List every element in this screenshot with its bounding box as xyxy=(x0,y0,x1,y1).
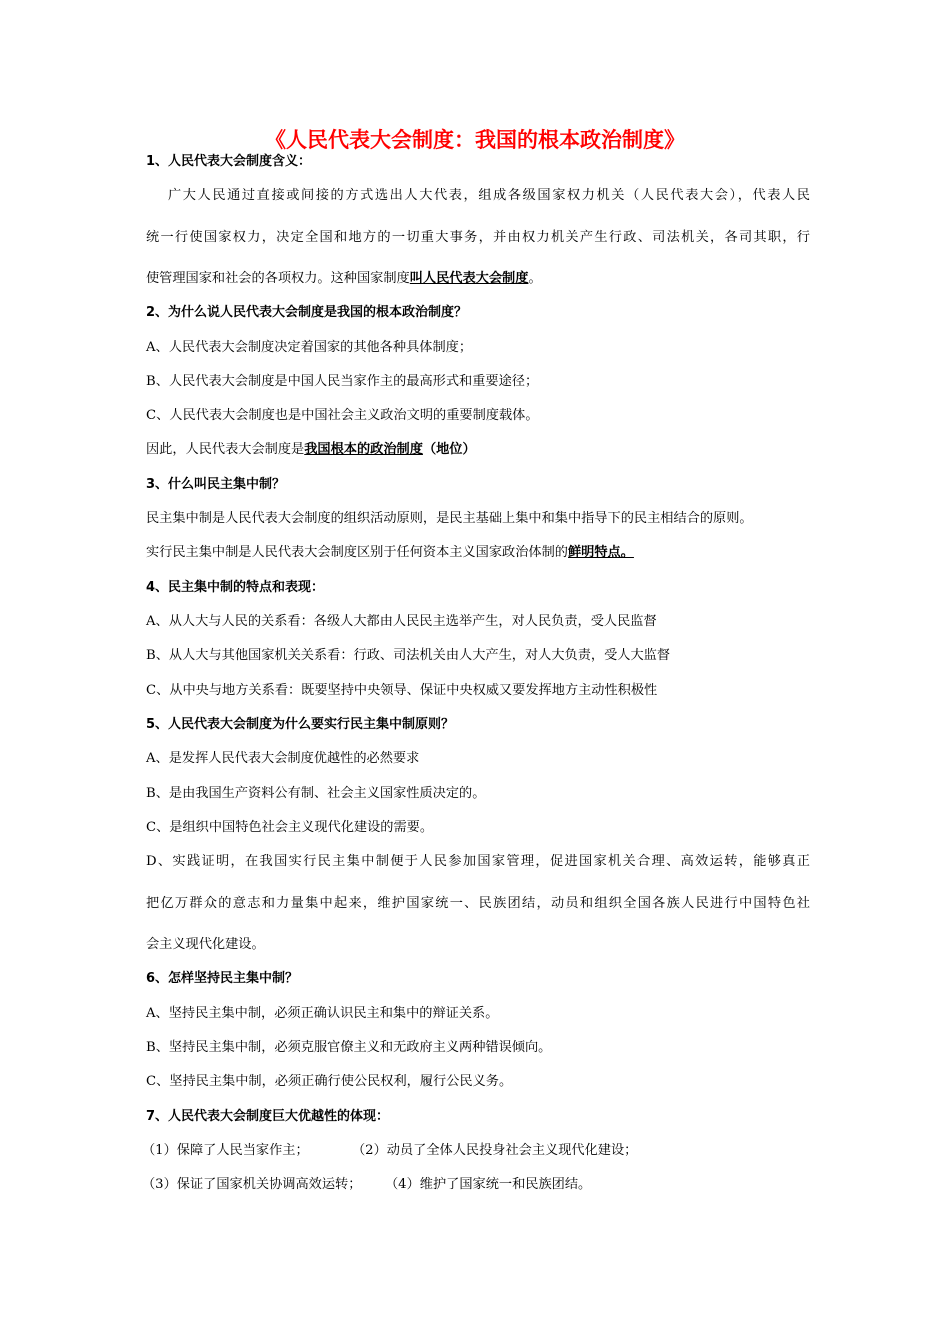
section-5-item-a: A、是发挥人民代表大会制度优越性的必然要求 xyxy=(146,751,420,766)
section-5-item-d-line-2: 把亿万群众的意志和力量集中起来，维护国家统一、民族团结，动员和组织全国各族人民进行中国特色社 xyxy=(146,896,810,911)
section-7-item-1: （1）保障了人民当家作主； xyxy=(142,1143,309,1158)
section-1-term: 叫人民代表大会制度 xyxy=(409,271,529,286)
section-6-item-c: C、坚持民主集中制，必须正确行使公民权利，履行公民义务。 xyxy=(146,1074,513,1089)
section-6-item-b: B、坚持民主集中制，必须克服官僚主义和无政府主义两种错误倾向。 xyxy=(146,1040,552,1055)
section-5-heading: 5、人民代表大会制度为什么要实行民主集中制原则？ xyxy=(146,717,455,732)
section-7-item-2: （2）动员了全体人民投身社会主义现代化建设； xyxy=(352,1143,638,1158)
section-5-item-c: C、是组织中国特色社会主义现代化建设的需要。 xyxy=(146,820,434,835)
section-1-line-3 xyxy=(146,270,810,288)
section-1-line-3-text: 使管理国家和社会的各项权力。这种国家制度 xyxy=(146,271,410,286)
section-4-item-b: B、从人大与其他国家机关关系看：行政、司法机关由人大产生，对人大负责，受人大监督 xyxy=(146,648,670,663)
section-2-heading: 2、为什么说人民代表大会制度是我国的根本政治制度？ xyxy=(146,305,468,320)
section-6-heading: 6、怎样坚持民主集中制？ xyxy=(146,971,299,986)
section-5-item-d-line-3: 会主义现代化建设。 xyxy=(146,937,265,952)
section-7-item-3: （3）保证了国家机关协调高效运转； xyxy=(142,1177,362,1192)
section-2-term: 我国根本的政治制度 xyxy=(304,442,423,457)
section-3-line-1: 民主集中制是人民代表大会制度的组织活动原则，是民主基础上集中和集中指导下的民主相结合的原则。 xyxy=(146,511,753,526)
document-title: 《人民代表大会制度：我国的根本政治制度》 xyxy=(265,128,685,152)
section-1-line-3-end: 。 xyxy=(528,271,542,286)
section-4-item-a: A、从人大与人民的关系看：各级人大都由人民民主选举产生，对人民负责，受人民监督 xyxy=(146,614,657,629)
section-5-item-d-line-1: D、实践证明，在我国实行民主集中制便于人民参加国家管理，促进国家机关合理、高效运转，能够真正 xyxy=(146,854,810,869)
section-1-heading: 1、人民代表大会制度含义： xyxy=(146,154,312,169)
section-1-line-2: 统一行使国家权力，决定全国和地方的一切重大事务，并由权力机关产生行政、司法机关，各司其职，行 xyxy=(146,230,810,245)
section-2-item-c: C、人民代表大会制度也是中国社会主义政治文明的重要制度载体。 xyxy=(146,408,539,423)
section-6-item-a: A、坚持民主集中制，必须正确认识民主和集中的辩证关系。 xyxy=(146,1006,499,1021)
section-3-heading: 3、什么叫民主集中制？ xyxy=(146,477,286,492)
section-1-line-1: 广大人民通过直接或间接的方式选出人大代表，组成各级国家权力机关（人民代表大会），代表人民 xyxy=(168,188,810,203)
section-3-line-2 xyxy=(146,544,810,562)
section-3-term: 鲜明特点。 xyxy=(568,545,634,560)
section-4-heading: 4、民主集中制的特点和表现： xyxy=(146,580,325,595)
section-2-conclusion-text: 因此，人民代表大会制度是 xyxy=(146,442,305,457)
section-7-heading: 7、人民代表大会制度巨大优越性的体现： xyxy=(146,1109,390,1124)
section-2-item-b: B、人民代表大会制度是中国人民当家作主的最高形式和重要途径； xyxy=(146,374,539,389)
section-7-item-4: （4）维护了国家统一和民族团结。 xyxy=(385,1177,592,1192)
section-2-status: （地位） xyxy=(422,442,476,457)
section-2-item-a: A、人民代表大会制度决定着国家的其他各种具体制度； xyxy=(146,340,473,355)
section-5-item-b: B、是由我国生产资料公有制、社会主义国家性质决定的。 xyxy=(146,786,486,801)
section-4-item-c: C、从中央与地方关系看：既要坚持中央领导、保证中央权威又要发挥地方主动性积极性 xyxy=(146,683,658,698)
section-2-conclusion xyxy=(146,441,810,459)
section-3-line-2-text: 实行民主集中制是人民代表大会制度区别于任何资本主义国家政治体制的 xyxy=(146,545,568,560)
